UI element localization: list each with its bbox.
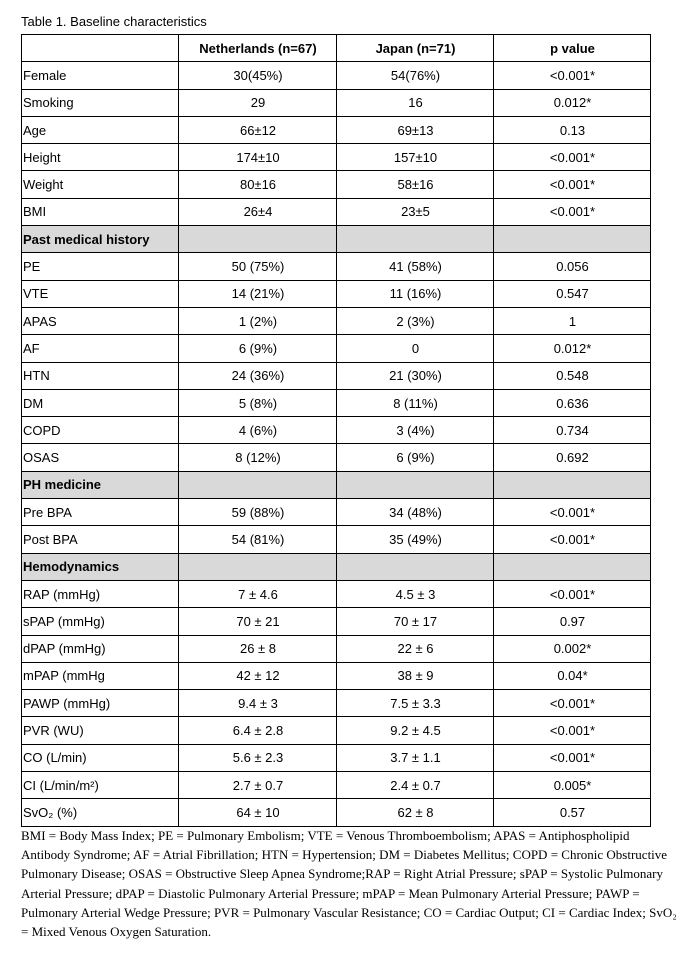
table-row <box>22 253 651 280</box>
netherlands-value: 24 (36%) <box>179 362 337 389</box>
table-row <box>22 89 651 116</box>
japan-value: 22 ± 6 <box>337 635 494 662</box>
p-value: 0.04* <box>494 662 651 689</box>
row-label: VTE <box>22 280 179 307</box>
section-empty-cell <box>494 471 651 498</box>
row-label: BMI <box>22 198 179 225</box>
p-value: 0.636 <box>494 389 651 416</box>
section-title: Hemodynamics <box>22 553 179 580</box>
japan-value: 3 (4%) <box>337 417 494 444</box>
p-value: <0.001* <box>494 717 651 744</box>
japan-value: 35 (49%) <box>337 526 494 553</box>
japan-value: 11 (16%) <box>337 280 494 307</box>
netherlands-value: 29 <box>179 89 337 116</box>
table-row <box>22 417 651 444</box>
section-empty-cell <box>494 553 651 580</box>
section-empty-cell <box>337 226 494 253</box>
netherlands-value: 5 (8%) <box>179 389 337 416</box>
p-value: <0.001* <box>494 171 651 198</box>
table-footnote: BMI = Body Mass Index; PE = Pulmonary Embolism; VTE = Venous Thromboembolism; APAS = Antiphospholipid Antibody Syndrome; AF = Atrial Fibrillation; HTN = Hypertension; DM = Diabetes Mellitus; COPD = Chronic Obstructive Pulmonary Disease; OSAS = Obstructive Sleep Apnea Syndrome;RAP = Right Atrial Pressure; sPAP = Systolic Pulmonary Arterial Pressure; dPAP = Diastolic Pulmonary Arterial Pressure; mPAP = Mean Pulmonary Arterial Pressure; PAWP = Pulmonary Arterial Wedge Pressure; PVR = Pulmonary Vascular Resistance; CO = Cardiac Output; CI = Cardiac Index; SvO₂ = Mixed Venous Oxygen Saturation. <box>21 828 677 940</box>
row-label: sPAP (mmHg) <box>22 608 179 635</box>
table-row <box>22 799 651 826</box>
table-row <box>22 335 651 362</box>
p-value: <0.001* <box>494 580 651 607</box>
table-row <box>22 307 651 334</box>
row-label: APAS <box>22 307 179 334</box>
row-label: COPD <box>22 417 179 444</box>
netherlands-value: 64 ± 10 <box>179 799 337 826</box>
row-label: RAP (mmHg) <box>22 580 179 607</box>
netherlands-value: 4 (6%) <box>179 417 337 444</box>
netherlands-value: 6 (9%) <box>179 335 337 362</box>
section-empty-cell <box>337 471 494 498</box>
p-value: 0.692 <box>494 444 651 471</box>
table-row <box>22 62 651 89</box>
p-value: 0.012* <box>494 335 651 362</box>
row-label: HTN <box>22 362 179 389</box>
netherlands-value: 174±10 <box>179 144 337 171</box>
table-row <box>22 635 651 662</box>
p-value: <0.001* <box>494 62 651 89</box>
table-row <box>22 690 651 717</box>
netherlands-value: 1 (2%) <box>179 307 337 334</box>
netherlands-value: 59 (88%) <box>179 499 337 526</box>
section-empty-cell <box>179 553 337 580</box>
p-value: 0.012* <box>494 89 651 116</box>
row-label: DM <box>22 389 179 416</box>
table-row <box>22 171 651 198</box>
p-value: 0.056 <box>494 253 651 280</box>
row-label: CI (L/min/m²) <box>22 772 179 799</box>
table-row <box>22 526 651 553</box>
netherlands-value: 30(45%) <box>179 62 337 89</box>
row-label: dPAP (mmHg) <box>22 635 179 662</box>
netherlands-value: 9.4 ± 3 <box>179 690 337 717</box>
section-title: PH medicine <box>22 471 179 498</box>
netherlands-value: 2.7 ± 0.7 <box>179 772 337 799</box>
table-row <box>22 144 651 171</box>
row-label: mPAP (mmHg <box>22 662 179 689</box>
japan-value: 21 (30%) <box>337 362 494 389</box>
p-value: 0.005* <box>494 772 651 799</box>
netherlands-value: 66±12 <box>179 116 337 143</box>
table-row <box>22 280 651 307</box>
table-header-row <box>22 35 651 62</box>
japan-value: 2.4 ± 0.7 <box>337 772 494 799</box>
p-value: <0.001* <box>494 499 651 526</box>
p-value: <0.001* <box>494 744 651 771</box>
row-label: Weight <box>22 171 179 198</box>
section-title: Past medical history <box>22 226 179 253</box>
p-value: 0.547 <box>494 280 651 307</box>
japan-value: 34 (48%) <box>337 499 494 526</box>
japan-value: 62 ± 8 <box>337 799 494 826</box>
netherlands-value: 42 ± 12 <box>179 662 337 689</box>
netherlands-value: 7 ± 4.6 <box>179 580 337 607</box>
header-japan: Japan (n=71) <box>337 35 494 62</box>
table-row <box>22 198 651 225</box>
japan-value: 38 ± 9 <box>337 662 494 689</box>
netherlands-value: 50 (75%) <box>179 253 337 280</box>
section-empty-cell <box>494 226 651 253</box>
baseline-characteristics-table <box>21 34 651 827</box>
row-label: OSAS <box>22 444 179 471</box>
japan-value: 157±10 <box>337 144 494 171</box>
japan-value: 8 (11%) <box>337 389 494 416</box>
section-empty-cell <box>337 553 494 580</box>
section-row <box>22 471 651 498</box>
netherlands-value: 54 (81%) <box>179 526 337 553</box>
table-row <box>22 444 651 471</box>
netherlands-value: 6.4 ± 2.8 <box>179 717 337 744</box>
row-label: CO (L/min) <box>22 744 179 771</box>
netherlands-value: 8 (12%) <box>179 444 337 471</box>
table-row <box>22 772 651 799</box>
p-value: 0.548 <box>494 362 651 389</box>
p-value: <0.001* <box>494 526 651 553</box>
row-label: Height <box>22 144 179 171</box>
japan-value: 3.7 ± 1.1 <box>337 744 494 771</box>
row-label: PE <box>22 253 179 280</box>
japan-value: 41 (58%) <box>337 253 494 280</box>
p-value: 0.57 <box>494 799 651 826</box>
table-row <box>22 389 651 416</box>
japan-value: 58±16 <box>337 171 494 198</box>
japan-value: 2 (3%) <box>337 307 494 334</box>
table-row <box>22 580 651 607</box>
netherlands-value: 26 ± 8 <box>179 635 337 662</box>
japan-value: 16 <box>337 89 494 116</box>
row-label: Smoking <box>22 89 179 116</box>
netherlands-value: 80±16 <box>179 171 337 198</box>
japan-value: 4.5 ± 3 <box>337 580 494 607</box>
japan-value: 70 ± 17 <box>337 608 494 635</box>
p-value: 0.13 <box>494 116 651 143</box>
row-label: SvO₂ (%) <box>22 799 179 826</box>
japan-value: 7.5 ± 3.3 <box>337 690 494 717</box>
japan-value: 23±5 <box>337 198 494 225</box>
table-row <box>22 116 651 143</box>
table-row <box>22 608 651 635</box>
row-label: PAWP (mmHg) <box>22 690 179 717</box>
netherlands-value: 14 (21%) <box>179 280 337 307</box>
row-label: Pre BPA <box>22 499 179 526</box>
section-empty-cell <box>179 226 337 253</box>
row-label: AF <box>22 335 179 362</box>
table-row <box>22 662 651 689</box>
row-label: Post BPA <box>22 526 179 553</box>
netherlands-value: 5.6 ± 2.3 <box>179 744 337 771</box>
header-blank-cell <box>22 35 179 62</box>
section-row <box>22 226 651 253</box>
section-row <box>22 553 651 580</box>
p-value: <0.001* <box>494 144 651 171</box>
header-netherlands: Netherlands (n=67) <box>179 35 337 62</box>
japan-value: 69±13 <box>337 116 494 143</box>
netherlands-value: 70 ± 21 <box>179 608 337 635</box>
row-label: Age <box>22 116 179 143</box>
japan-value: 54(76%) <box>337 62 494 89</box>
row-label: Female <box>22 62 179 89</box>
table-row <box>22 717 651 744</box>
japan-value: 0 <box>337 335 494 362</box>
p-value: 1 <box>494 307 651 334</box>
header-p-value: p value <box>494 35 651 62</box>
japan-value: 9.2 ± 4.5 <box>337 717 494 744</box>
section-empty-cell <box>179 471 337 498</box>
p-value: 0.97 <box>494 608 651 635</box>
p-value: <0.001* <box>494 690 651 717</box>
netherlands-value: 26±4 <box>179 198 337 225</box>
row-label: PVR (WU) <box>22 717 179 744</box>
table-row <box>22 362 651 389</box>
table-caption: Table 1. Baseline characteristics <box>21 14 207 29</box>
p-value: 0.734 <box>494 417 651 444</box>
p-value: <0.001* <box>494 198 651 225</box>
table-row <box>22 499 651 526</box>
p-value: 0.002* <box>494 635 651 662</box>
japan-value: 6 (9%) <box>337 444 494 471</box>
table-body <box>22 62 651 826</box>
table-row <box>22 744 651 771</box>
